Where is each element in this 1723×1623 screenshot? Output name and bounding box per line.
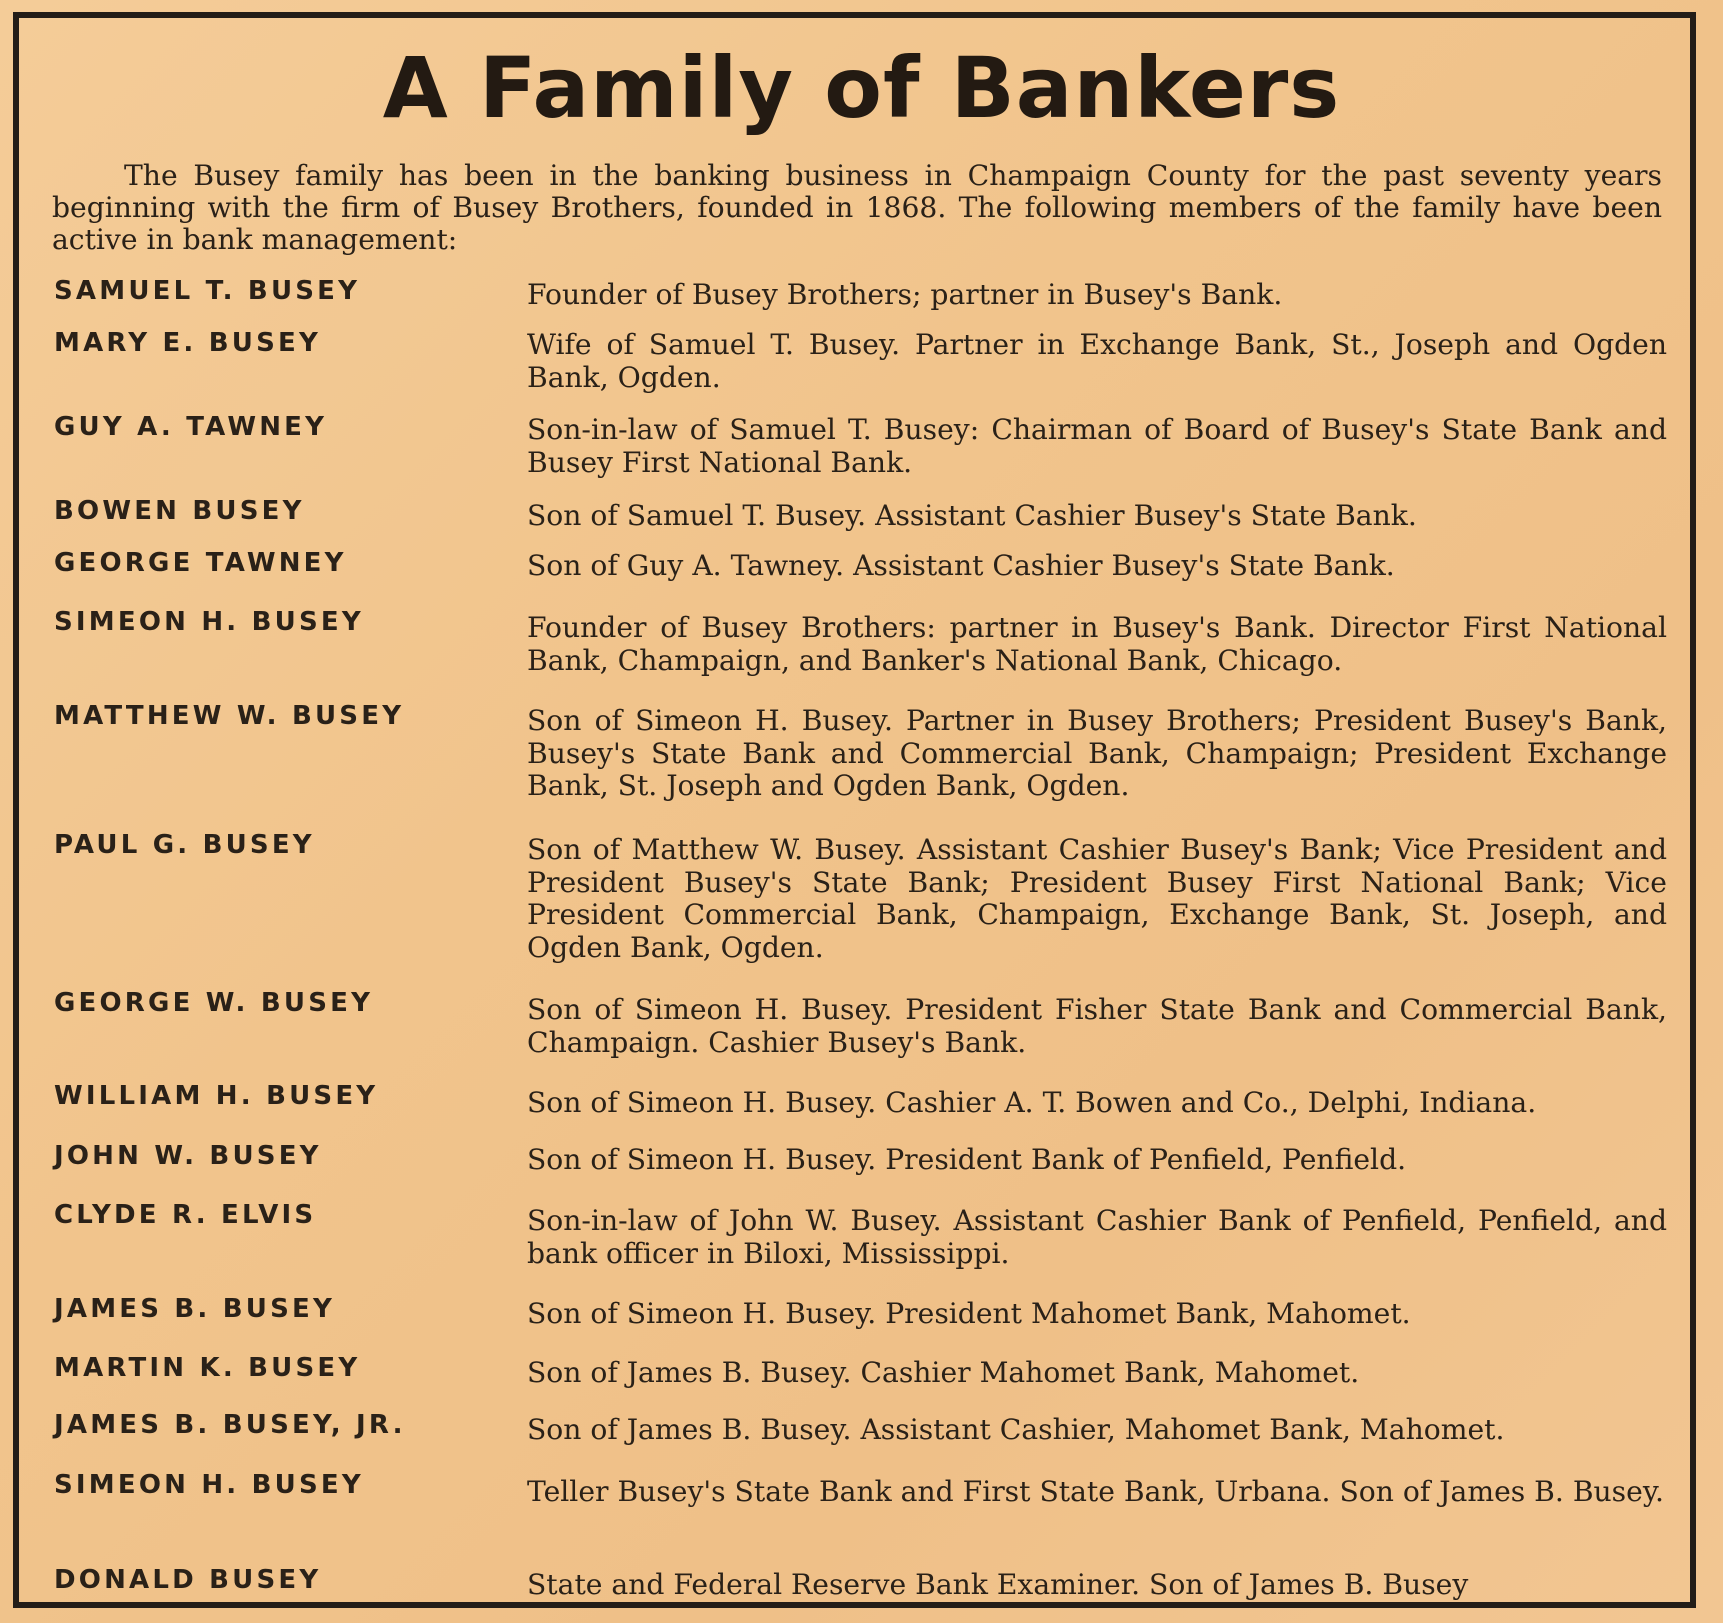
entry-name: SIMEON H. BUSEY [54,1470,364,1500]
entry-name: CLYDE R. ELVIS [54,1200,317,1230]
entry-name: PAUL G. BUSEY [54,830,315,860]
entry-name: JAMES B. BUSEY, JR. [54,1410,406,1440]
entry-description: Founder of Busey Brothers; partner in Busey's Bank. [527,278,1283,311]
entry-description: State and Federal Reserve Bank Examiner. Son of James B. Busey [527,1568,1469,1601]
entry-description: Son of Simeon H. Busey. President Bank of Penfield, Penfield. [527,1143,1407,1176]
entry-name: BOWEN BUSEY [54,496,305,526]
entry-name: SAMUEL T. BUSEY [54,276,361,306]
entry-description: Son of Guy A. Tawney. Assistant Cashier Busey's State Bank. [527,549,1395,582]
entry-description: Son of Simeon H. Busey. President Fisher State Bank and Commercial Bank, Champaign. Cashier Busey's Bank. [527,993,1667,1059]
entry-description: Son of Simeon H. Busey. Partner in Busey Brothers; President Busey's Bank, Busey's State Bank and Commercial Bank, Champaign; President Exchange Bank, St. Joseph and Ogden Bank, Ogden. [527,704,1667,802]
entry-description: Wife of Samuel T. Busey. Partner in Exchange Bank, St., Joseph and Ogden Bank, Ogden. [527,328,1667,394]
entry-description: Son of Matthew W. Busey. Assistant Cashier Busey's Bank; Vice President and President Busey's State Bank; President Busey First National Bank; Vice President Commercial Bank, Champaign, Exchange Bank, St. Joseph, and Ogden Bank, Ogden. [527,833,1667,964]
entry-description: Son of Simeon H. Busey. Cashier A. T. Bowen and Co., Delphi, Indiana. [527,1086,1537,1119]
page-title: A Family of Bankers [382,39,1341,137]
entry-name: WILLIAM H. BUSEY [54,1081,379,1111]
entry-name: MATTHEW W. BUSEY [54,701,405,731]
entry-name: MARTIN K. BUSEY [54,1353,361,1383]
entry-description: Son-in-law of John W. Busey. Assistant Cashier Bank of Penfield, Penfield, and bank officer in Biloxi, Mississippi. [527,1204,1667,1270]
entry-name: JOHN W. BUSEY [54,1141,322,1171]
entry-description: Son of Simeon H. Busey. President Mahomet Bank, Mahomet. [527,1297,1411,1330]
entry-name: DONALD BUSEY [54,1565,322,1595]
entry-description: Son-in-law of Samuel T. Busey: Chairman of Board of Busey's State Bank and Busey First National Bank. [527,413,1667,479]
entry-description: Son of James B. Busey. Cashier Mahomet Bank, Mahomet. [527,1356,1360,1389]
intro-paragraph: The Busey family has been in the banking business in Champaign County for the past seventy years beginning with the firm of Busey Brothers, founded in 1868. The following members of the family have been active in bank management: [52,159,1662,256]
entry-name: GEORGE TAWNEY [54,548,347,578]
entry-name: MARY E. BUSEY [54,328,322,358]
entry-name: GEORGE W. BUSEY [54,988,374,1018]
entry-description: Founder of Busey Brothers: partner in Busey's Bank. Director First National Bank, Champaign, and Banker's National Bank, Chicago. [527,611,1667,677]
entry-name: GUY A. TAWNEY [54,412,328,442]
entry-name: JAMES B. BUSEY [54,1294,335,1324]
entry-name: SIMEON H. BUSEY [54,607,364,637]
entry-description: Son of James B. Busey. Assistant Cashier, Mahomet Bank, Mahomet. [527,1413,1505,1446]
entry-description: Teller Busey's State Bank and First State Bank, Urbana. Son of James B. Busey. [527,1475,1664,1508]
entry-description: Son of Samuel T. Busey. Assistant Cashier Busey's State Bank. [527,499,1417,532]
